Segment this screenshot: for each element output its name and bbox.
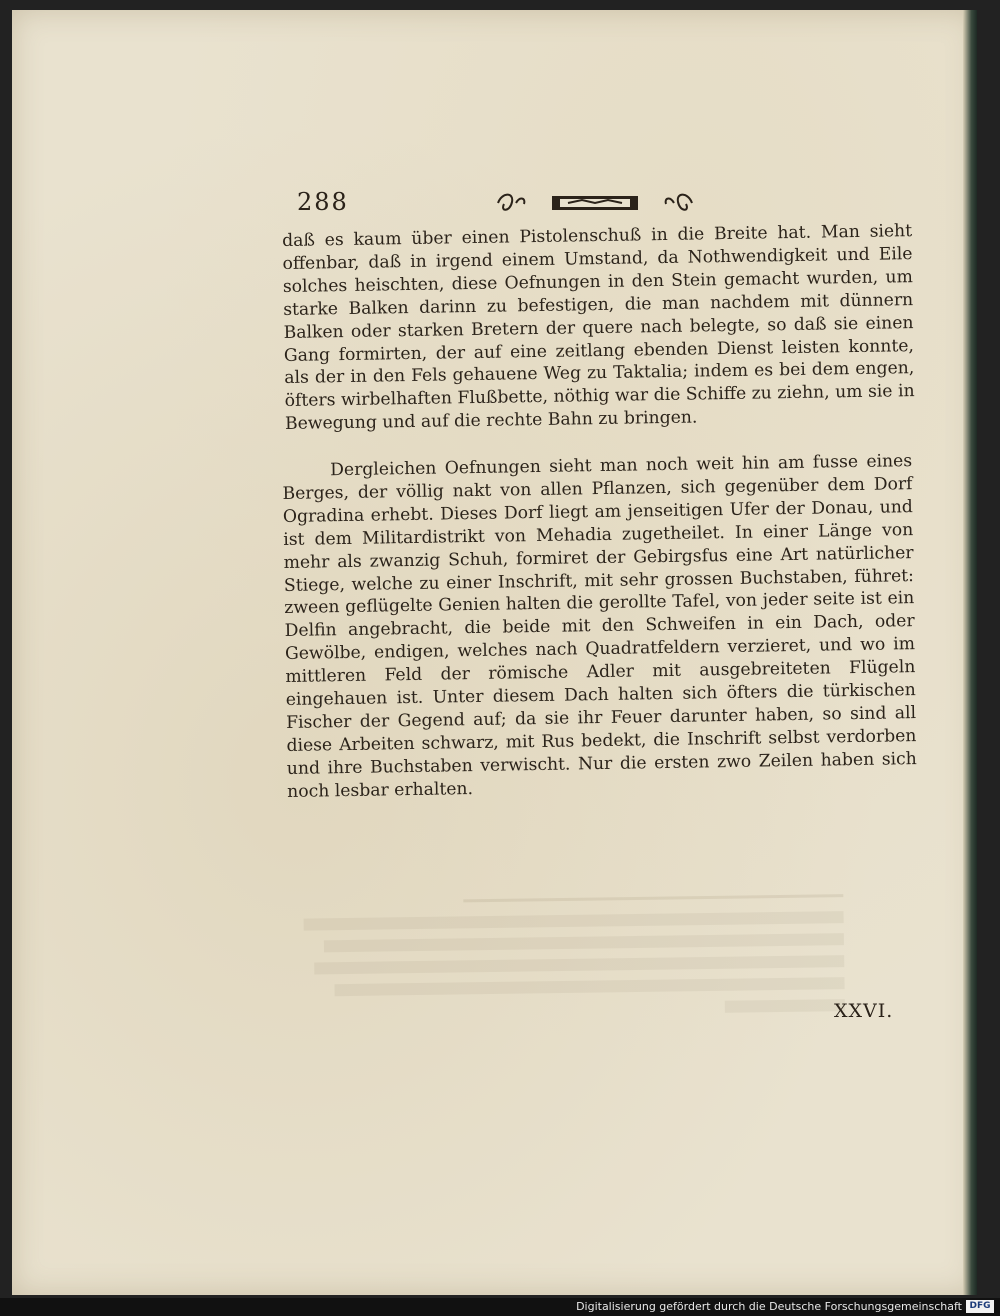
book-page — [12, 10, 977, 1295]
dfg-logo: DFG — [966, 1300, 994, 1313]
bleed-through-shadow — [283, 876, 845, 1019]
catchword: XXVI. — [834, 1000, 894, 1022]
digitization-credit: Digitalisierung gefördert durch die Deutsche Forschungsgemeinschaft — [576, 1300, 962, 1313]
paragraph-ogradina-inscription: Dergleichen Oefnungen sieht man noch weit hin am fusse eines Berges, der völlig nakt von allen Pflanzen, sich gegenüber dem Dorf Ogradina erhebt. Dieses Dorf liegt am jenseitigen Ufer der Donau, und ist dem Militardistrikt von Mehadia zugetheilet. In einer Länge von mehr als zwanzig Schuh, formiret der Gebirgsfus eine Art natürlicher Stiege, welche zu einer Inschrift, mit sehr grossen Buchstaben, führet: zween geflügelte Genien halten die gerollte Tafel, von jeder seite ist ein Delfin angebracht, die beide mit den Schweifen in ein Dach, oder Gewölbe, endigen, welches nach Quadratfeldern verzieret, und wo im mittleren Feld der römische Adler mit ausgebreiteten Flügeln eingehauen ist. Unter diesem Dach halten sich öfters die türkischen Fischer der Gegend auf; da sie ihr Feuer darunter haben, so sind all diese Arbeiten schwarz, mit Rus bedekt, die Inschrift selbst verdorben und ihre Buchstaben verwischt. Nur die ersten zwo Zeilen haben sich noch lesbar erhalten. — [282, 451, 917, 802]
page-spine-edge — [963, 10, 977, 1295]
paragraph-continuation: daß es kaum über einen Pistolenschuß in die Breite hat. Man sieht offenbar, daß in irgend einem Umstand, da Nothwendigkeit und Eile solches heischten, diese Oefnungen in den Stein gemacht wurden, um starke Balken darinn zu befestigen, die man nachdem mit dünnern Balken oder starken Bretern der quere nach belegte, so daß sie einen Gang formirten, der auf eine zeitlang ebenden Dienst leisten konnte, als der in den Fels gehauene Weg zu Taktalia; indem es bei dem engen, öfters wirbelhaften Flußbette, nöthig war die Schiffe zu ziehn, um sie in Bewegung und auf die rechte Bahn zu bringen. — [282, 221, 915, 435]
page-number: 288 — [297, 188, 349, 216]
body-text — [282, 221, 917, 804]
printer-ornament-icon — [490, 188, 700, 218]
